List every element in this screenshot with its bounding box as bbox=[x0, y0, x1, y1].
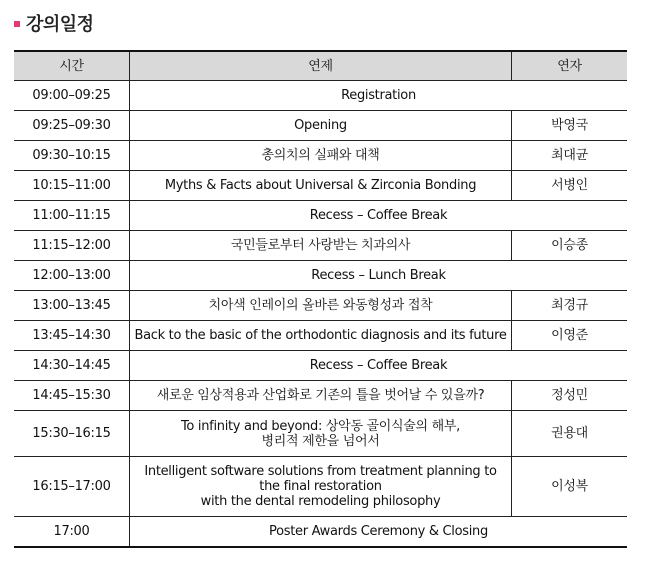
time-cell: 10:15–11:00 bbox=[14, 171, 130, 201]
speaker-cell: 최경규 bbox=[512, 291, 628, 321]
time-cell: 09:00–09:25 bbox=[14, 81, 130, 111]
topic-cell: Recess – Coffee Break bbox=[130, 351, 628, 381]
time-cell: 09:25–09:30 bbox=[14, 111, 130, 141]
topic-cell: Recess – Lunch Break bbox=[130, 261, 628, 291]
topic-cell: 치아색 인레이의 올바른 와동형성과 접착 bbox=[130, 291, 512, 321]
header-topic: 연제 bbox=[130, 51, 512, 81]
table-row bbox=[14, 381, 627, 411]
table-row bbox=[14, 81, 627, 111]
topic-cell: To infinity and beyond: 상악동 골이식술의 해부, 병리적 제한을 넘어서 bbox=[130, 411, 512, 457]
table-row bbox=[14, 321, 627, 351]
time-cell: 09:30–10:15 bbox=[14, 141, 130, 171]
topic-cell: Opening bbox=[130, 111, 512, 141]
table-header-row bbox=[14, 51, 627, 81]
table-row bbox=[14, 201, 627, 231]
header-time: 시간 bbox=[14, 51, 130, 81]
speaker-cell: 권용대 bbox=[512, 411, 628, 457]
time-cell: 11:00–11:15 bbox=[14, 201, 130, 231]
speaker-cell: 서병인 bbox=[512, 171, 628, 201]
time-cell: 14:30–14:45 bbox=[14, 351, 130, 381]
time-cell: 13:45–14:30 bbox=[14, 321, 130, 351]
topic-cell: Back to the basic of the orthodontic diagnosis and its future bbox=[130, 321, 512, 351]
time-cell: 17:00 bbox=[14, 517, 130, 547]
page-title: 강의일정 bbox=[26, 14, 94, 35]
speaker-cell: 최대균 bbox=[512, 141, 628, 171]
table-row bbox=[14, 111, 627, 141]
square-bullet-icon bbox=[14, 21, 20, 27]
speaker-cell: 이성복 bbox=[512, 457, 628, 517]
table-row bbox=[14, 231, 627, 261]
topic-cell: 새로운 임상적용과 산업화로 기존의 틀을 벗어날 수 있을까? bbox=[130, 381, 512, 411]
time-cell: 12:00–13:00 bbox=[14, 261, 130, 291]
table-row bbox=[14, 171, 627, 201]
time-cell: 16:15–17:00 bbox=[14, 457, 130, 517]
table-row bbox=[14, 261, 627, 291]
table-row bbox=[14, 291, 627, 321]
table-row bbox=[14, 351, 627, 381]
time-cell: 13:00–13:45 bbox=[14, 291, 130, 321]
table-row bbox=[14, 517, 627, 547]
topic-cell: Recess – Coffee Break bbox=[130, 201, 628, 231]
speaker-cell: 이승종 bbox=[512, 231, 628, 261]
topic-cell: 국민들로부터 사랑받는 치과의사 bbox=[130, 231, 512, 261]
lecture-schedule-table bbox=[14, 50, 627, 548]
topic-cell: Registration bbox=[130, 81, 628, 111]
table-row bbox=[14, 457, 627, 517]
time-cell: 15:30–16:15 bbox=[14, 411, 130, 457]
table-row bbox=[14, 411, 627, 457]
time-cell: 14:45–15:30 bbox=[14, 381, 130, 411]
table-row bbox=[14, 141, 627, 171]
topic-cell: Intelligent software solutions from treatment planning to the final restoration with the dental remodeling philosophy bbox=[130, 457, 512, 517]
time-cell: 11:15–12:00 bbox=[14, 231, 130, 261]
speaker-cell: 이영준 bbox=[512, 321, 628, 351]
section-heading bbox=[14, 8, 94, 38]
speaker-cell: 정성민 bbox=[512, 381, 628, 411]
speaker-cell: 박영국 bbox=[512, 111, 628, 141]
header-speaker: 연자 bbox=[512, 51, 628, 81]
topic-cell: Poster Awards Ceremony & Closing bbox=[130, 517, 628, 547]
topic-cell: Myths & Facts about Universal & Zirconia Bonding bbox=[130, 171, 512, 201]
topic-cell: 총의치의 실패와 대책 bbox=[130, 141, 512, 171]
